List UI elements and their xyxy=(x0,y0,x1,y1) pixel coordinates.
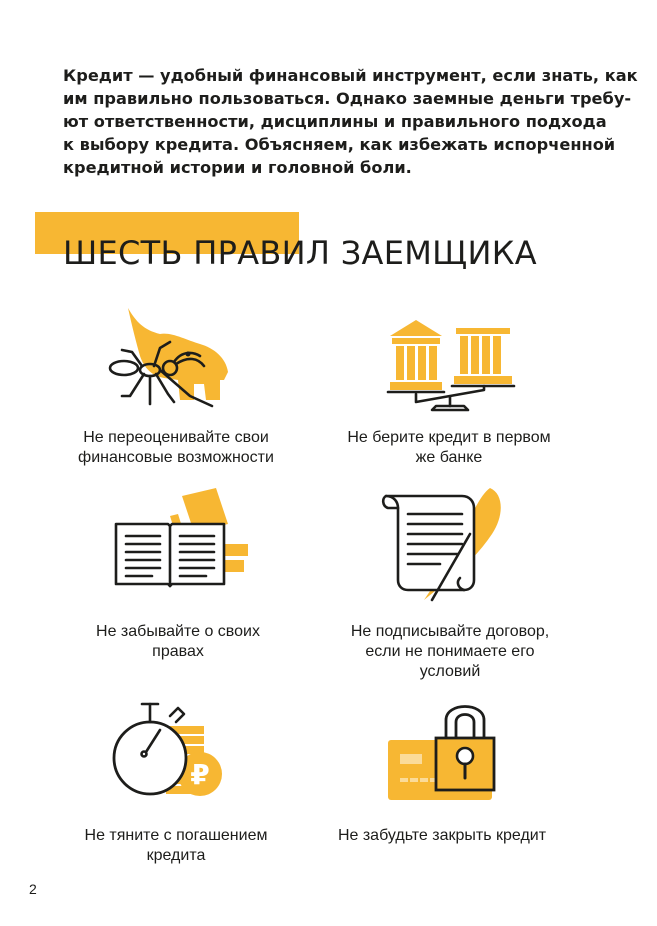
elephant-ant-icon xyxy=(100,296,240,416)
caption-line: финансовые возможности xyxy=(78,449,274,466)
intro-line: кредитной истории и головной боли. xyxy=(63,158,412,177)
rule-caption-2 xyxy=(309,428,589,468)
caption-line: Не подписывайте договор, xyxy=(350,623,550,640)
svg-text:₽: ₽ xyxy=(190,758,210,791)
caption-line: кредита xyxy=(146,847,206,864)
law-book-gavel-icon xyxy=(112,484,252,600)
contract-quill-icon xyxy=(380,484,520,602)
rule-caption-6 xyxy=(302,826,582,846)
caption-line: условий xyxy=(419,663,481,680)
caption-line: если не понимаете его xyxy=(365,643,535,660)
page-number: 2 xyxy=(29,881,37,897)
rule-caption-5 xyxy=(36,826,316,866)
intro-line: ют ответственности, дисциплины и правильного подхода xyxy=(63,112,607,131)
caption-line: Не переоценивайте свои xyxy=(83,429,269,446)
stopwatch-coins-icon xyxy=(104,698,234,806)
rule-caption-1 xyxy=(36,428,316,468)
caption-line: Не тяните с погашением xyxy=(84,827,268,844)
bank-scales-icon xyxy=(386,316,516,416)
card-padlock-icon xyxy=(386,694,516,806)
caption-line: правах xyxy=(152,643,204,660)
section-title: ШЕСТЬ ПРАВИЛ ЗАЕМЩИКА xyxy=(63,234,537,272)
caption-line: Не берите кредит в первом xyxy=(347,429,551,446)
rule-caption-3 xyxy=(38,622,318,662)
intro-line: Кредит — удобный финансовый инструмент, если знать, как xyxy=(63,66,638,85)
caption-line: же банке xyxy=(415,449,483,466)
intro-line: к выбору кредита. Объясняем, как избежать испорченной xyxy=(63,135,616,154)
intro-line: им правильно пользоваться. Однако заемные деньги требу- xyxy=(63,89,632,108)
intro-paragraph xyxy=(63,64,638,179)
caption-line: Не забудьте закрыть кредит xyxy=(337,827,547,844)
caption-line: Не забывайте о своих xyxy=(96,623,260,640)
rule-caption-4 xyxy=(310,622,590,682)
